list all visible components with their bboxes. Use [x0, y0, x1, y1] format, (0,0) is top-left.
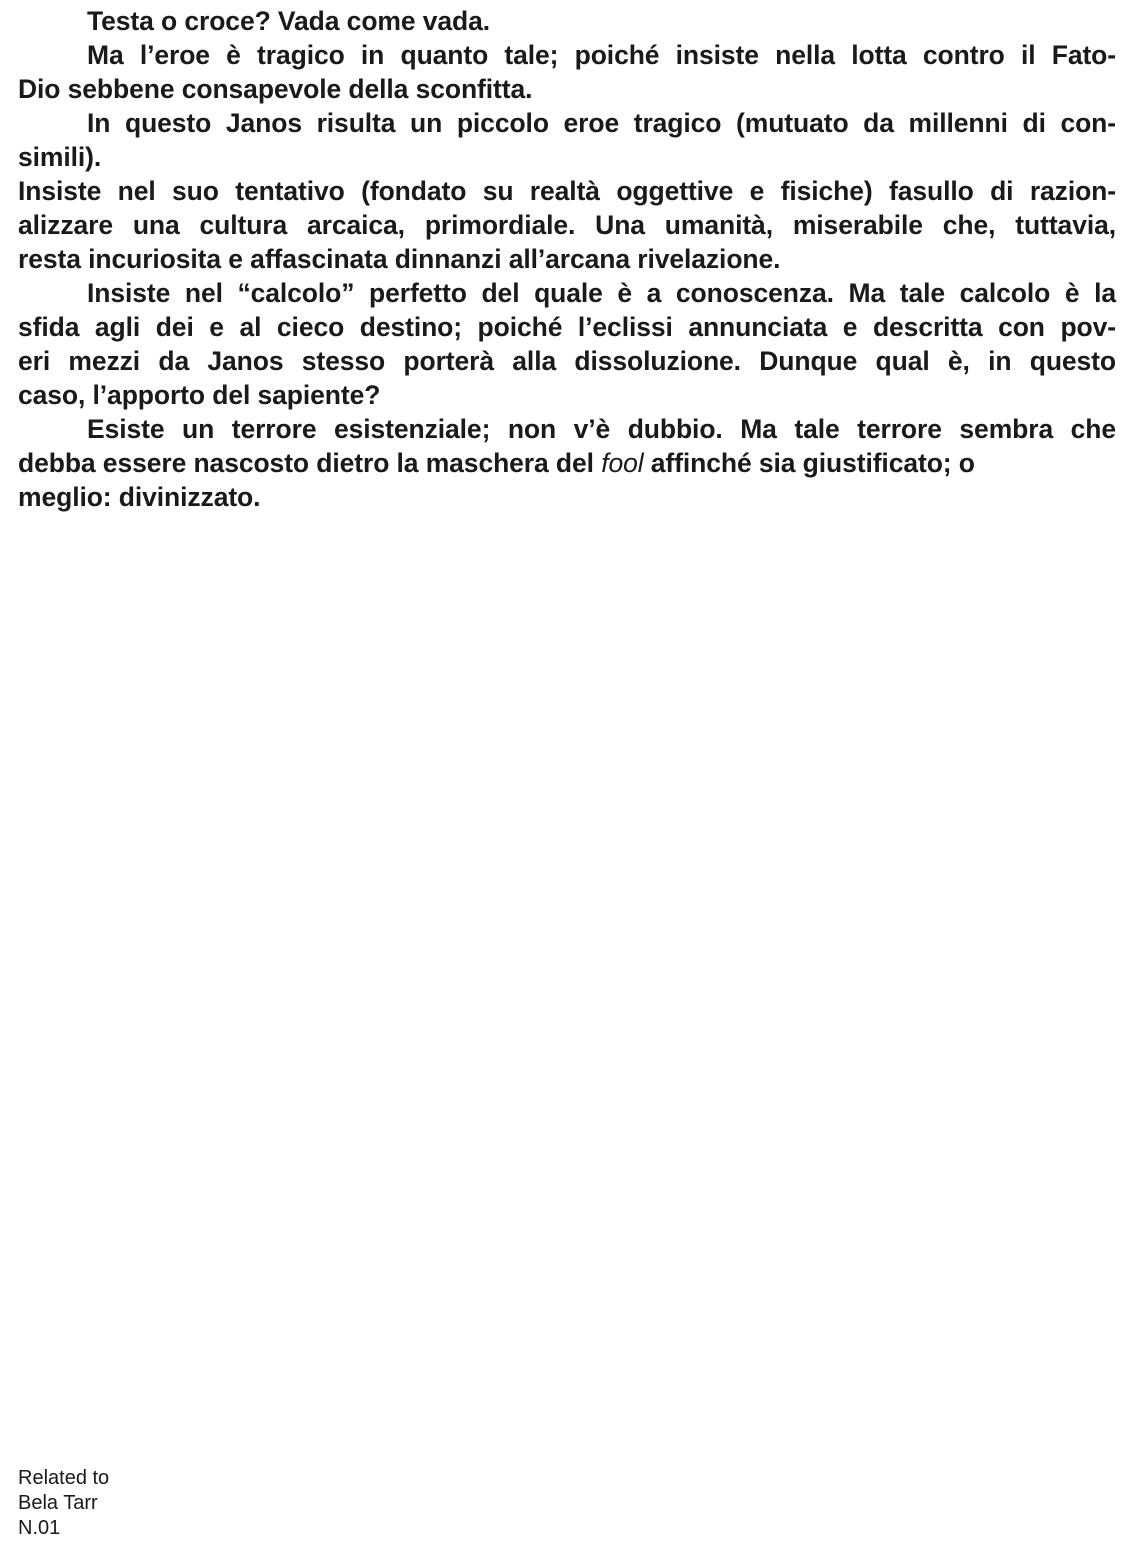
footer-subject: Bela Tarr [18, 1492, 98, 1514]
text-line: Insiste nel “calcolo” perfetto del quale è a conoscenza. Ma tale calcolo è la [87, 278, 1116, 308]
text-line: simili). [18, 142, 102, 172]
paragraph-3 [18, 106, 1116, 174]
text-segment: debba essere nascosto dietro la maschera del [18, 448, 594, 478]
paragraph-2 [18, 38, 1116, 106]
text-line: Dio sebbene consapevole della sconfitta. [18, 74, 533, 104]
italic-word: fool [601, 448, 644, 478]
text-line: Testa o croce? Vada come vada. [87, 6, 491, 36]
text-line: caso, l’apporto del sapiente? [18, 380, 381, 410]
text-line: resta incuriosita e affascinata dinnanzi all’arcana rivelazione. [18, 244, 781, 274]
text-line: eri mezzi da Janos stesso porterà alla dissoluzione. Dunque qual è, in questo [18, 346, 1116, 376]
text-line: Ma l’eroe è tragico in quanto tale; poiché insiste nella lotta contro il Fato- [87, 40, 1116, 70]
paragraph-6 [18, 412, 1116, 514]
paragraph-5 [18, 276, 1116, 412]
text-line: sfida agli dei e al cieco destino; poiché l’eclissi annunciata e descritta con pov- [18, 312, 1116, 342]
paragraph-1 [18, 4, 1116, 38]
text-segment: affinché sia giustificato; o [650, 448, 975, 478]
text-line: In questo Janos risulta un piccolo eroe tragico (mutuato da millenni di con- [87, 108, 1116, 138]
footer-note [18, 1466, 109, 1541]
text-line: Insiste nel suo tentativo (fondato su realtà oggettive e fisiche) fasullo di razion- [18, 176, 1116, 206]
footer-related-label: Related to [18, 1467, 110, 1489]
footer-issue-number: N.01 [18, 1517, 61, 1539]
text-line-mixed [18, 446, 1116, 480]
text-line: meglio: divinizzato. [18, 482, 261, 512]
paragraph-4 [18, 174, 1116, 276]
text-line: Esiste un terrore esistenziale; non v’è dubbio. Ma tale terrore sembra che [87, 414, 1116, 444]
body-text [18, 4, 1116, 514]
text-line: alizzare una cultura arcaica, primordiale. Una umanità, miserabile che, tuttavia, [18, 210, 1116, 240]
